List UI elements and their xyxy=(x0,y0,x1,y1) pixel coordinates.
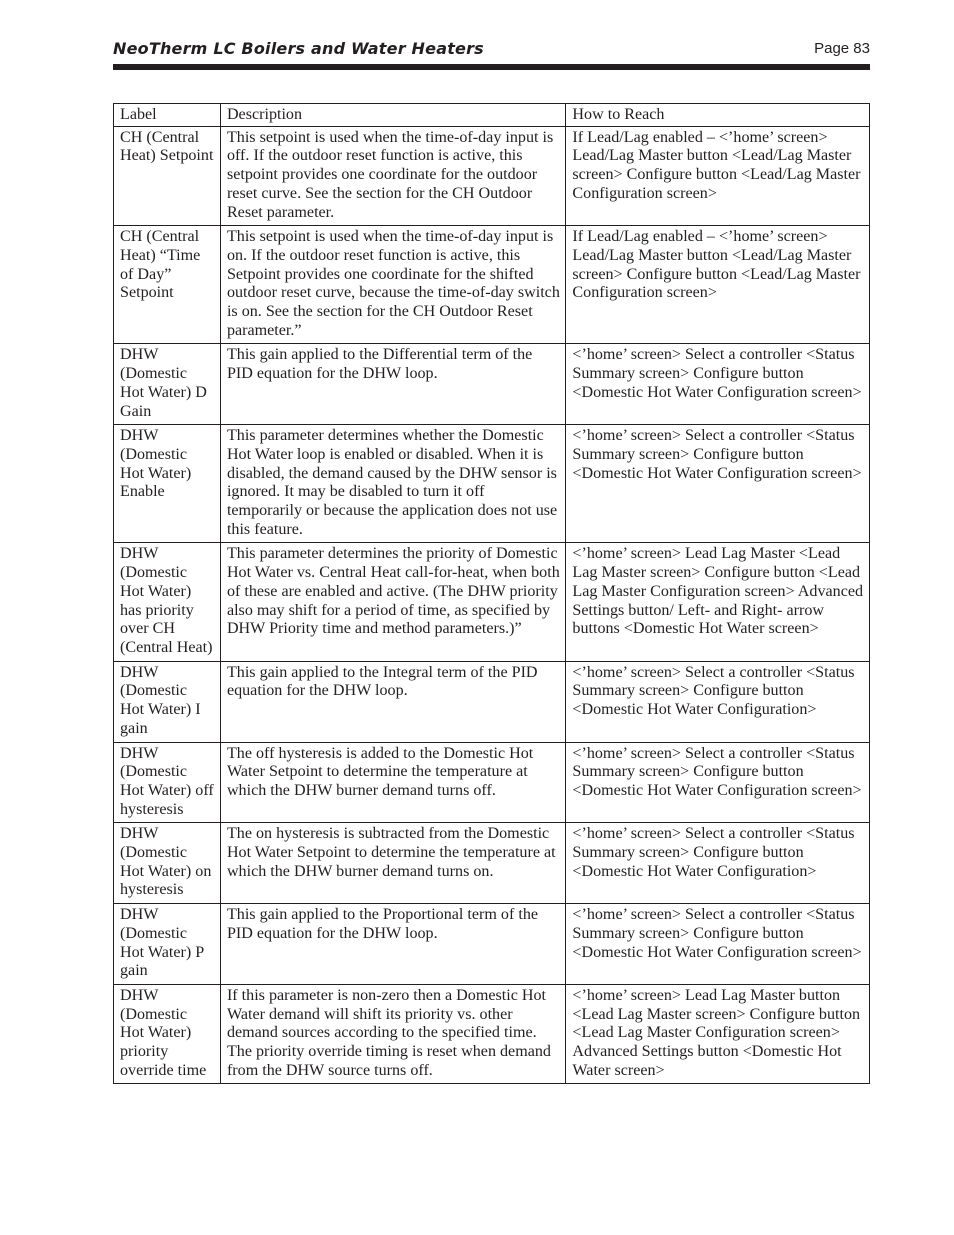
parameter-table xyxy=(113,103,870,1084)
table-row xyxy=(114,984,870,1084)
label-cell: DHW (Domestic Hot Water) D Gain xyxy=(114,344,221,425)
description-cell: The on hysteresis is subtracted from the Domestic Hot Water Setpoint to determine the temperature at which the DHW burner demand turns on. xyxy=(220,823,565,904)
label-cell: CH (Central Heat) “Time of Day” Setpoint xyxy=(114,226,221,344)
how-to-reach-cell: <’home’ screen> Select a controller <Status Summary screen> Configure button <Domestic Hot Water Configuration> xyxy=(566,823,870,904)
table-row xyxy=(114,823,870,904)
table-row xyxy=(114,904,870,985)
how-to-reach-cell: If Lead/Lag enabled – <’home’ screen> Lead/Lag Master button <Lead/Lag Master screen> Configure button <Lead/Lag Master Configuration screen> xyxy=(566,126,870,226)
label-cell: DHW (Domestic Hot Water) off hysteresis xyxy=(114,742,221,823)
table-row xyxy=(114,543,870,661)
description-cell: This gain applied to the Differential term of the PID equation for the DHW loop. xyxy=(220,344,565,425)
label-cell: DHW (Domestic Hot Water) P gain xyxy=(114,904,221,985)
table-row xyxy=(114,425,870,543)
table-row xyxy=(114,226,870,344)
description-cell: This parameter determines whether the Domestic Hot Water loop is enabled or disabled. When it is disabled, the demand caused by the DHW sensor is ignored. It may be disabled to turn it off temporarily or because the application does not use this feature. xyxy=(220,425,565,543)
description-cell: This gain applied to the Proportional term of the PID equation for the DHW loop. xyxy=(220,904,565,985)
label-cell: CH (Central Heat) Setpoint xyxy=(114,126,221,226)
page-number: Page 83 xyxy=(814,40,870,57)
how-to-reach-cell: <’home’ screen> Lead Lag Master button <Lead Lag Master screen> Configure button <Lead Lag Master Configuration screen> Advanced Settings button <Domestic Hot Water screen> xyxy=(566,984,870,1084)
column-header-label: Label xyxy=(114,104,221,127)
description-cell: This setpoint is used when the time-of-day input is on. If the outdoor reset function is active, this Setpoint provides one coordinate for the shifted outdoor reset curve, because the time-of-day switch is on. See the section for the CH Outdoor Reset parameter.” xyxy=(220,226,565,344)
table-row xyxy=(114,344,870,425)
how-to-reach-cell: <’home’ screen> Select a controller <Status Summary screen> Configure button <Domestic Hot Water Configuration screen> xyxy=(566,425,870,543)
how-to-reach-cell: <’home’ screen> Select a controller <Status Summary screen> Configure button <Domestic Hot Water Configuration> xyxy=(566,661,870,742)
label-cell: DHW (Domestic Hot Water) I gain xyxy=(114,661,221,742)
table-row xyxy=(114,126,870,226)
table-row xyxy=(114,661,870,742)
label-cell: DHW (Domestic Hot Water) Enable xyxy=(114,425,221,543)
description-cell: The off hysteresis is added to the Domestic Hot Water Setpoint to determine the temperature at which the DHW burner demand turns off. xyxy=(220,742,565,823)
column-header-how-to-reach: How to Reach xyxy=(566,104,870,127)
table-row xyxy=(114,742,870,823)
how-to-reach-cell: <’home’ screen> Lead Lag Master <Lead Lag Master screen> Configure button <Lead Lag Master Configuration screen> Advanced Settings button/ Left- and Right- arrow buttons <Domestic Hot Water screen> xyxy=(566,543,870,661)
how-to-reach-cell: <’home’ screen> Select a controller <Status Summary screen> Configure button <Domestic Hot Water Configuration screen> xyxy=(566,344,870,425)
how-to-reach-cell: <’home’ screen> Select a controller <Status Summary screen> Configure button <Domestic Hot Water Configuration screen> xyxy=(566,904,870,985)
header-rule xyxy=(113,64,870,70)
description-cell: This setpoint is used when the time-of-day input is off. If the outdoor reset function is active, this setpoint provides one coordinate for the outdoor reset curve. See the section for the CH Outdoor Reset parameter. xyxy=(220,126,565,226)
description-cell: This gain applied to the Integral term of the PID equation for the DHW loop. xyxy=(220,661,565,742)
label-cell: DHW (Domestic Hot Water) priority override time xyxy=(114,984,221,1084)
how-to-reach-cell: If Lead/Lag enabled – <’home’ screen> Lead/Lag Master button <Lead/Lag Master screen> Configure button <Lead/Lag Master Configuration screen> xyxy=(566,226,870,344)
description-cell: This parameter determines the priority of Domestic Hot Water vs. Central Heat call-for-heat, when both of these are enabled and active. (The DHW priority also may shift for a period of time, as specified by DHW Priority time and method parameters.)” xyxy=(220,543,565,661)
how-to-reach-cell: <’home’ screen> Select a controller <Status Summary screen> Configure button <Domestic Hot Water Configuration screen> xyxy=(566,742,870,823)
description-cell: If this parameter is non-zero then a Domestic Hot Water demand will shift its priority vs. other demand sources according to the specified time. The priority override timing is reset when demand from the DHW source turns off. xyxy=(220,984,565,1084)
label-cell: DHW (Domestic Hot Water) on hysteresis xyxy=(114,823,221,904)
table-header-row xyxy=(114,104,870,127)
column-header-description: Description xyxy=(220,104,565,127)
label-cell: DHW (Domestic Hot Water) has priority over CH (Central Heat) xyxy=(114,543,221,661)
document-title: NeoTherm LC Boilers and Water Heaters xyxy=(113,39,484,58)
